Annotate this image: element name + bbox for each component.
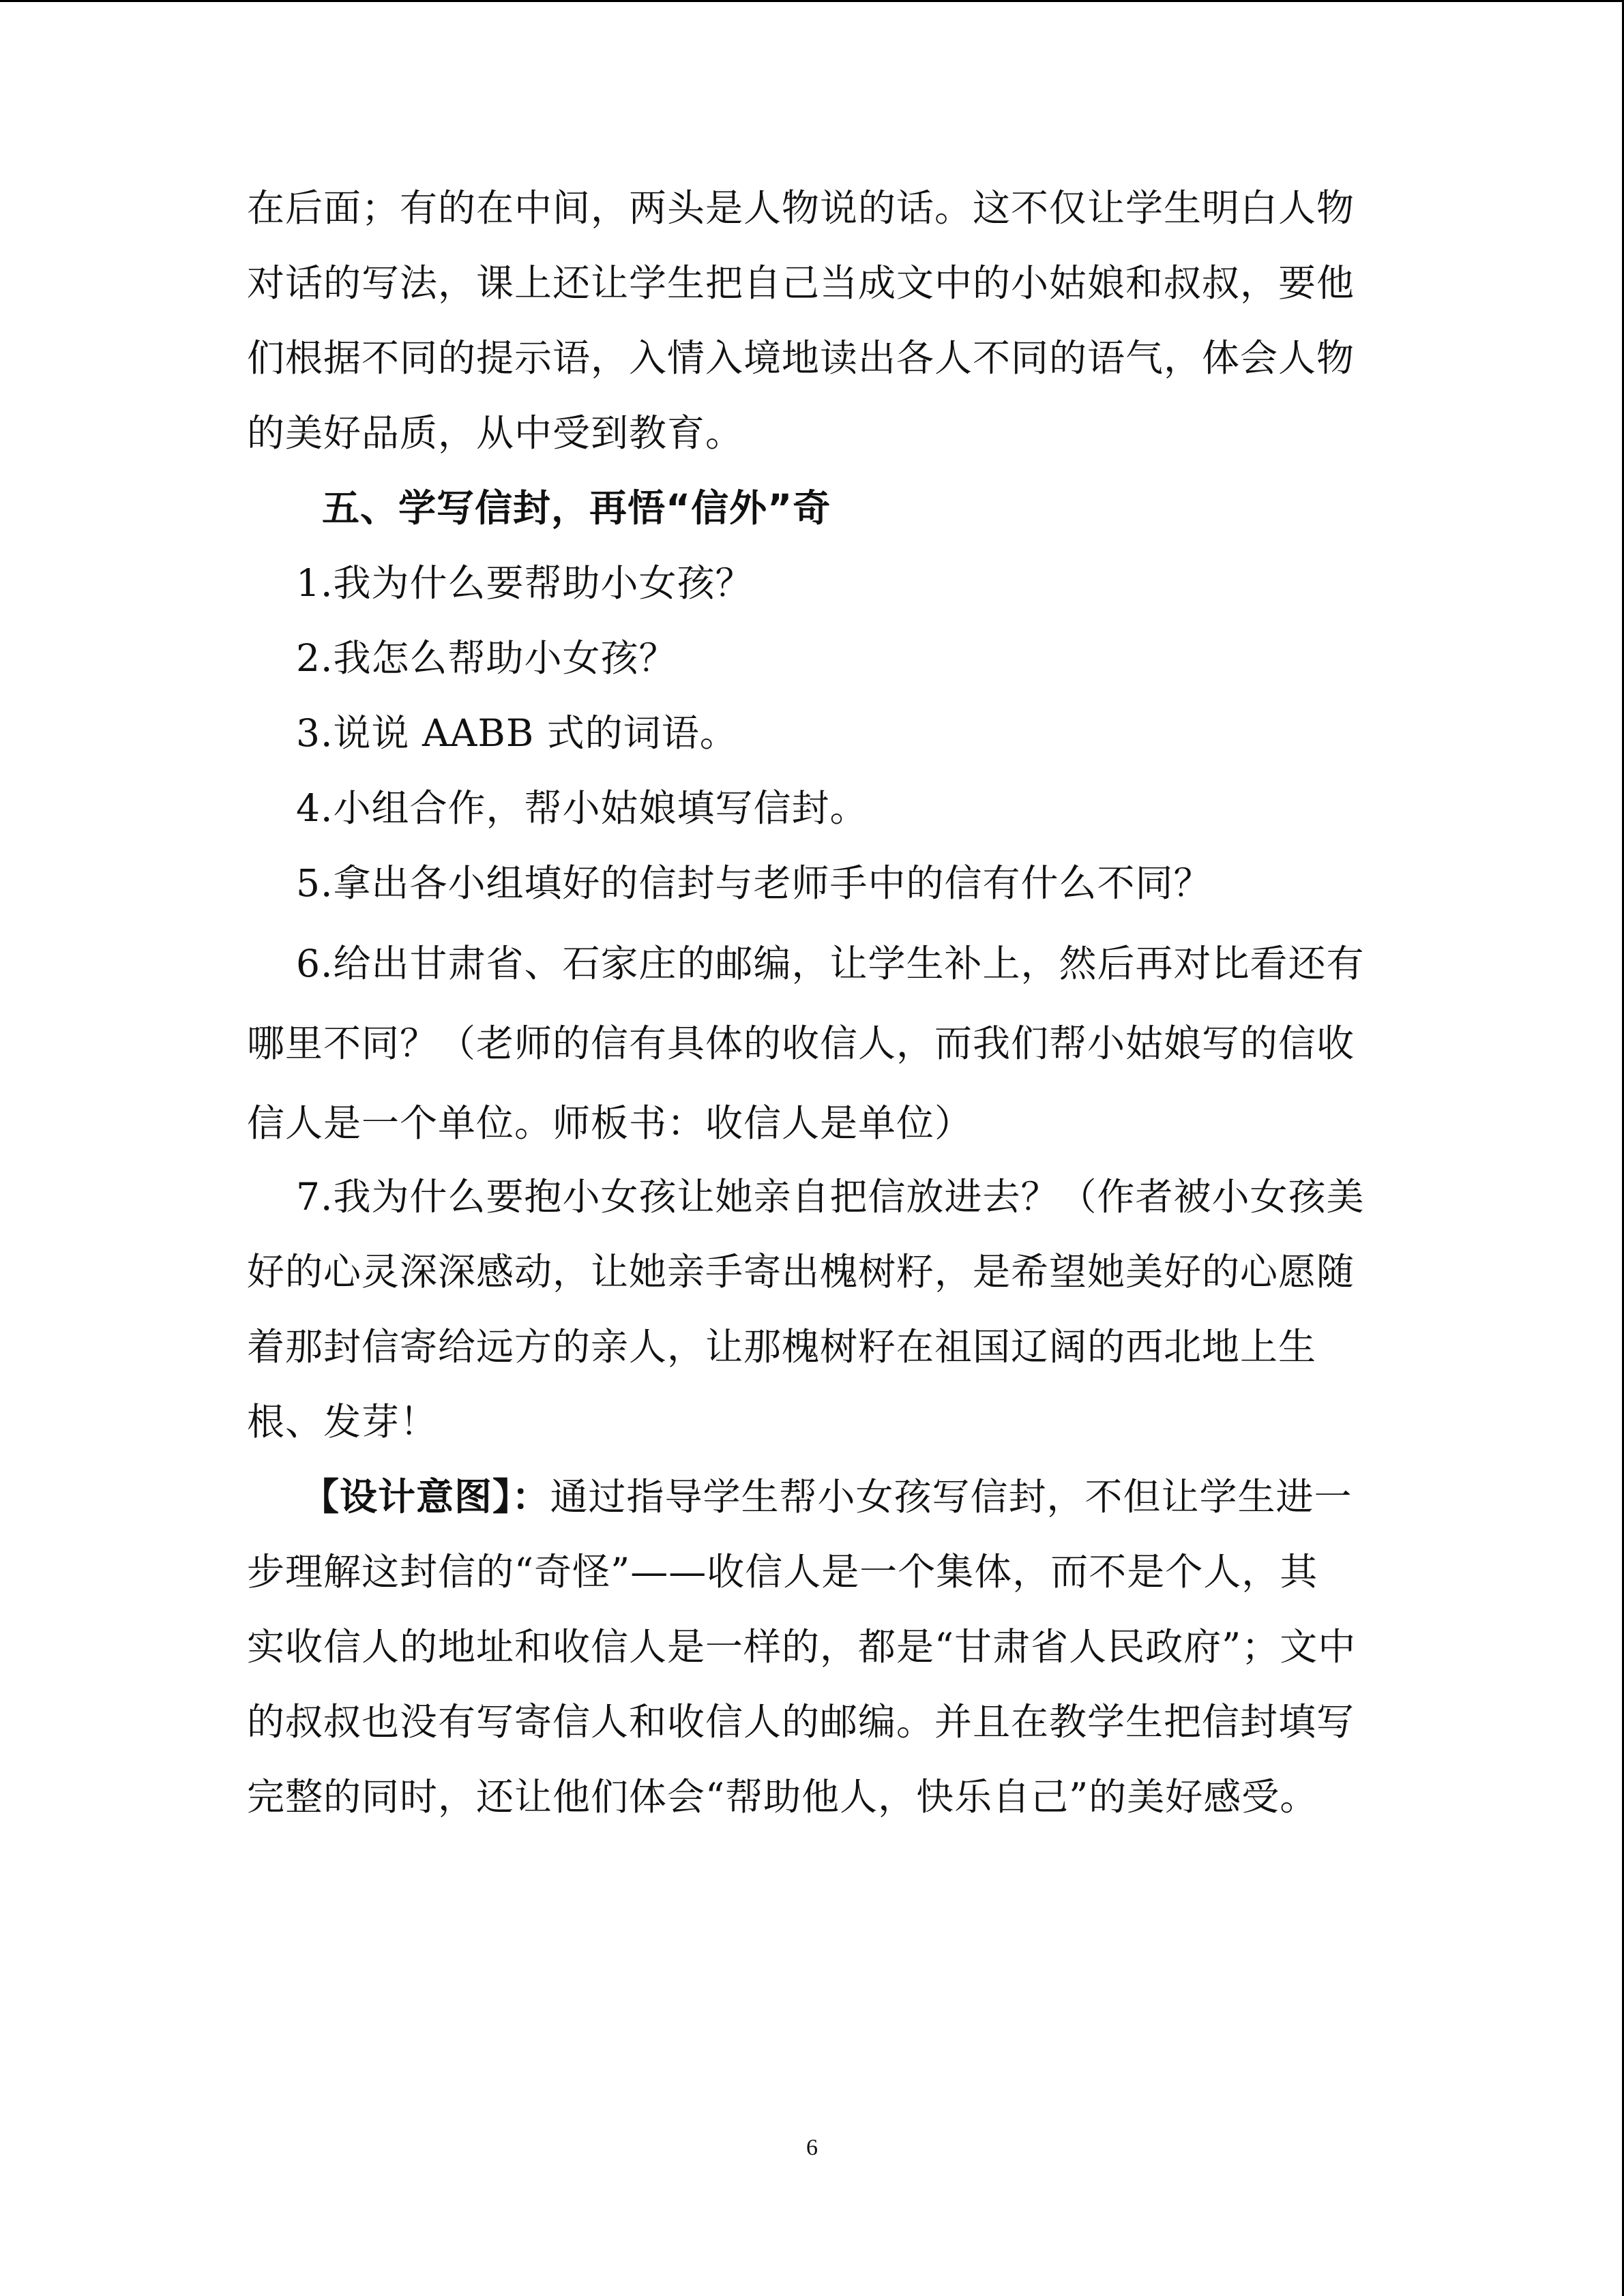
design-intent-line: 完整的同时，还让他们体会“帮助他人，快乐自己”的美好感受。 — [247, 1775, 1318, 1819]
paragraph-line: 们根据不同的提示语，入情入境地读出各人不同的语气，体会人物 — [247, 336, 1355, 380]
list-item: 3.说说 AABB 式的词语。 — [296, 711, 738, 755]
list-item: 5.拿出各小组填好的信封与老师手中的信有什么不同？ — [296, 861, 1212, 905]
paragraph-line: 的美好品质，从中受到教育。 — [247, 411, 744, 455]
item6-line: 信人是一个单位。师板书：收信人是单位） — [247, 1101, 973, 1145]
design-intent-text: 通过指导学生帮小女孩写信封，不但让学生进一 — [550, 1475, 1353, 1519]
item6-line: 6.给出甘肃省、石家庄的邮编，让学生补上，然后再对比看还有 — [296, 942, 1365, 985]
design-intent-line: 的叔叔也没有写寄信人和收信人的邮编。并且在教学生把信封填写 — [247, 1700, 1355, 1744]
design-intent-line: 实收信人的地址和收信人是一样的，都是“甘肃省人民政府”；文中 — [247, 1625, 1357, 1669]
section-heading: 五、学写信封，再悟“信外”奇 — [322, 486, 831, 530]
item7-line: 好的心灵深深感动，让她亲手寄出槐树籽，是希望她美好的心愿随 — [247, 1250, 1355, 1294]
item7-line: 着那封信寄给远方的亲人，让那槐树籽在祖国辽阔的西北地上生 — [247, 1325, 1317, 1369]
list-item: 2.我怎么帮助小女孩？ — [296, 636, 677, 680]
design-intent-label: 【设计意图】： — [301, 1475, 550, 1519]
design-intent-line: 步理解这封信的“奇怪”——收信人是一个集体，而不是个人，其 — [247, 1550, 1318, 1594]
design-intent-first-line — [301, 1473, 1353, 1521]
page-border-top — [0, 0, 1624, 2]
item7-line: 根、发芽！ — [247, 1400, 439, 1444]
item7-line: 7.我为什么要抱小女孩让她亲自把信放进去？（作者被小女孩美 — [296, 1175, 1365, 1219]
paragraph-line: 对话的写法，课上还让学生把自己当成文中的小姑娘和叔叔，要他 — [247, 261, 1355, 305]
item6-line: 哪里不同？（老师的信有具体的收信人，而我们帮小姑娘写的信收 — [247, 1022, 1355, 1065]
list-item: 4.小组合作，帮小姑娘填写信封。 — [296, 786, 868, 830]
paragraph-line: 在后面；有的在中间，两头是人物说的话。这不仅让学生明白人物 — [247, 186, 1355, 230]
list-item: 1.我为什么要帮助小女孩？ — [296, 561, 754, 605]
page-number: 6 — [806, 2135, 818, 2160]
